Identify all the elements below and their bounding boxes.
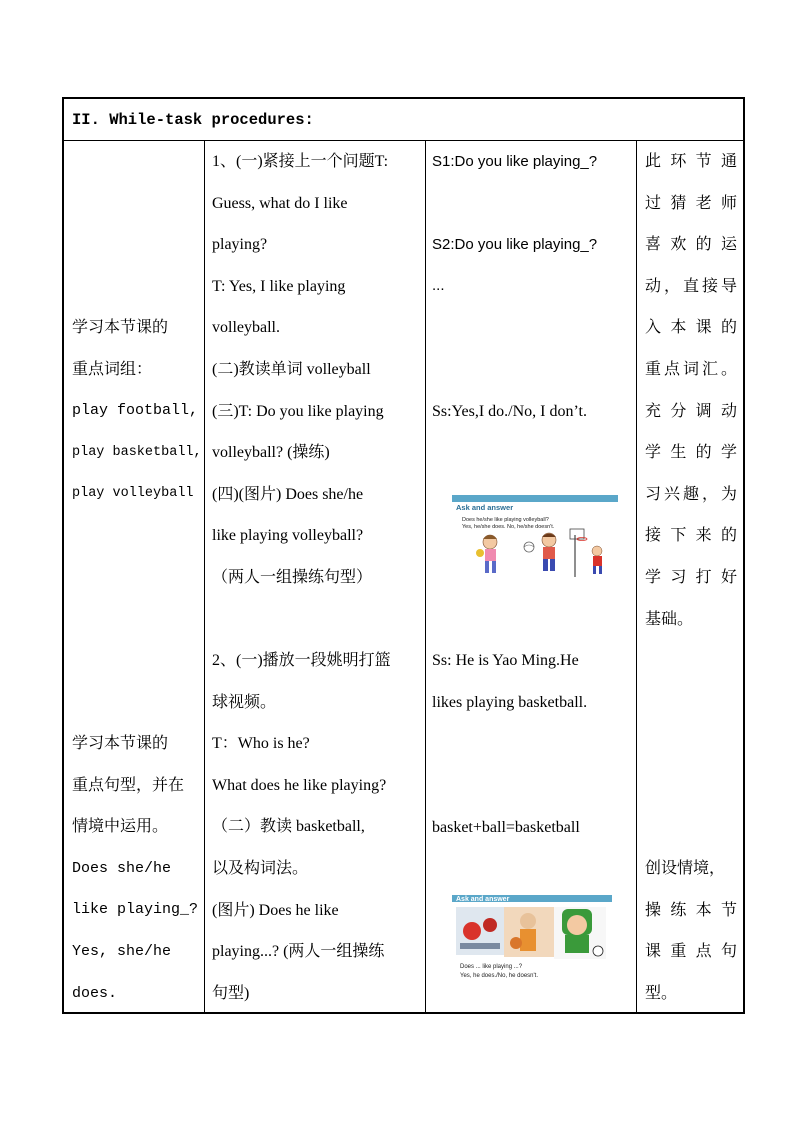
teacher-line: 球视频。 <box>212 693 277 711</box>
student-line: ... <box>432 277 445 294</box>
image-question: Does ... like playing ...? <box>460 964 523 970</box>
teacher-line: (四)(图片) Does she/he <box>212 485 364 503</box>
objective-line: 重点词组： <box>72 360 153 378</box>
student-ss2 <box>432 640 587 723</box>
teacher-line: like playing volleyball? <box>212 527 364 545</box>
student-line: basket+ball=basketball <box>432 819 580 836</box>
objective-line: 情境中运用。 <box>72 818 169 836</box>
purpose-line: 接下来的 <box>645 527 737 545</box>
purpose-line: 动，直接导 <box>645 277 737 295</box>
teacher-line: 1、(一)紧接上一个问题T: <box>212 153 389 170</box>
teacher-line: What does he like playing? <box>212 776 387 794</box>
teacher-line: T: Yes, I like playing <box>212 277 346 295</box>
purpose-line: 学习打好 <box>645 568 737 586</box>
objective-line: play football, <box>72 402 199 420</box>
objective-line: does. <box>72 984 118 1002</box>
student-dots <box>432 265 445 307</box>
teacher-line: playing? <box>212 236 268 254</box>
teacher-line: （两人一组操练句型） <box>212 568 373 586</box>
teacher-activities-2 <box>212 640 391 1014</box>
purpose-line: 操练本节 <box>645 901 737 919</box>
section-header-row <box>64 99 743 141</box>
student-ss3 <box>432 807 580 849</box>
teacher-line: (三)T: Do you like playing <box>212 402 384 420</box>
teacher-line: 2、(一)播放一段姚明打篮 <box>212 652 391 669</box>
ask-answer-image-1 <box>452 495 618 581</box>
purpose-block-2 <box>645 848 737 1014</box>
purpose-line: 充分调动 <box>645 402 737 420</box>
purpose-line: 基础。 <box>645 610 694 628</box>
purpose-line: 过猜老师 <box>645 194 737 212</box>
image-question: Does he/she like playing volleyball? <box>462 517 549 523</box>
objective-line: Yes, she/he <box>72 942 172 960</box>
objective-line: 学习本节课的 <box>72 319 169 336</box>
image-answer: Yes, he does./No, he doesn't. <box>460 973 538 979</box>
lesson-table <box>62 97 745 1014</box>
image-title: Ask and answer <box>456 503 514 512</box>
teacher-line: 句型) <box>212 984 250 1002</box>
objective-line: play basketball, <box>72 444 202 460</box>
purpose-line: 型。 <box>645 984 678 1002</box>
objective-line: play volleyball <box>72 486 194 502</box>
image-answer: Yes, he/she does. No, he/she doesn't. <box>462 524 555 530</box>
ask-answer-image-2 <box>452 895 612 985</box>
objective-line: Does she/he <box>72 859 172 877</box>
purpose-line: 创设情境， <box>645 860 726 877</box>
column-divider <box>425 141 426 1012</box>
purpose-block-1 <box>645 141 737 640</box>
purpose-line: 课重点句 <box>645 943 737 961</box>
teacher-line: volleyball. <box>212 319 280 337</box>
teacher-line: volleyball? (操练) <box>212 444 330 462</box>
objective-line: 学习本节课的 <box>72 735 169 752</box>
teacher-line: T：Who is he? <box>212 735 310 753</box>
objectives-block-2 <box>72 723 198 1014</box>
purpose-line: 入本课的 <box>645 319 737 337</box>
purpose-line: 喜欢的运 <box>645 236 737 254</box>
student-line: Ss:Yes,I do./No, I don’t. <box>432 403 587 420</box>
student-ss1 <box>432 391 587 433</box>
purpose-line: 习兴趣，为 <box>645 485 737 503</box>
column-divider <box>204 141 205 1012</box>
student-line: S2:Do you like playing_? <box>432 236 598 253</box>
objective-line: 重点句型，并在 <box>72 776 185 794</box>
teacher-line: playing...? (两人一组操练 <box>212 943 385 961</box>
teacher-line: (二)教读单词 volleyball <box>212 360 371 378</box>
volleyball-icon <box>524 542 534 552</box>
image-title: Ask and answer <box>456 896 510 903</box>
teacher-activities-1 <box>212 141 388 599</box>
objective-line: like playing_? <box>72 901 199 919</box>
teacher-line: (图片) Does he like <box>212 901 339 919</box>
student-line: Ss: He is Yao Ming.He <box>432 652 579 669</box>
student-s2 <box>432 224 597 266</box>
student-s1 <box>432 141 597 183</box>
basketball-photo <box>504 907 554 957</box>
section-title: II. While-task procedures: <box>72 111 314 129</box>
column-divider <box>636 141 637 1012</box>
objectives-block-1 <box>72 307 202 515</box>
purpose-line: 此环节通 <box>645 153 737 170</box>
student-line: S1:Do you like playing_? <box>432 153 598 170</box>
soccer-boy-photo <box>554 907 606 959</box>
teacher-line: （二）教读 basketball, <box>212 818 365 836</box>
banner-bar <box>452 495 618 502</box>
teacher-line: Guess, what do I like <box>212 194 348 212</box>
student-line: likes playing basketball. <box>432 693 588 711</box>
purpose-line: 学生的学 <box>645 444 737 462</box>
boxing-photo <box>456 907 504 955</box>
teacher-line: 以及构词法。 <box>212 859 309 877</box>
purpose-line: 重点词汇。 <box>645 360 737 378</box>
